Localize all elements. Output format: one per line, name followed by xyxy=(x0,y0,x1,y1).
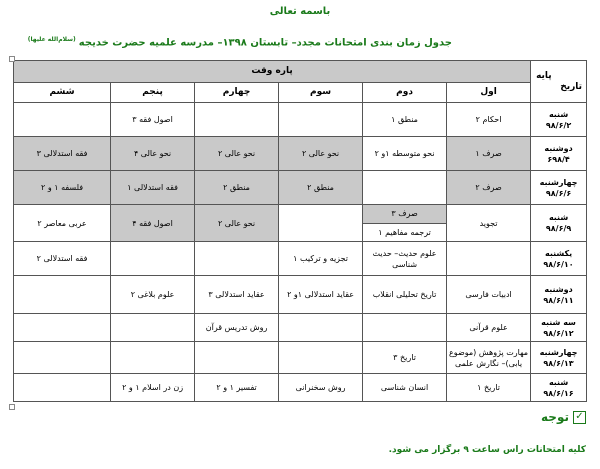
table-row xyxy=(14,314,587,342)
date-cell: چهارشنبه ۹۸/۶/۱۳ xyxy=(531,342,587,374)
header-group: پاره وقت xyxy=(14,61,531,83)
exam-cell: نحو متوسطه ۱و ۲ xyxy=(363,137,447,171)
exam-schedule-table xyxy=(13,60,587,402)
exam-cell: انسان شناسی xyxy=(363,374,447,402)
exam-cell xyxy=(111,242,195,276)
exam-cell: صرف ۲ xyxy=(447,171,531,205)
exam-cell: فقه استدلالی ۳ xyxy=(14,137,111,171)
exam-cell xyxy=(363,205,447,242)
note-heading xyxy=(446,410,586,424)
exam-cell xyxy=(14,276,111,314)
checkbox-icon: ✓ xyxy=(573,411,586,424)
exam-cell xyxy=(14,314,111,342)
exam-cell: علوم حدیث– حدیث شناسی xyxy=(363,242,447,276)
column-header: ششم xyxy=(14,83,111,103)
exam-cell: فقه استدلالی ۱ xyxy=(111,171,195,205)
table-row xyxy=(14,276,587,314)
exam-cell: تجزیه و ترکیب ۱ xyxy=(279,242,363,276)
header-base-date xyxy=(531,61,587,103)
exam-cell: صرف ۱ xyxy=(447,137,531,171)
exam-cell: مهارت پژوهش (موضوع یابی)– نگارش علمی xyxy=(447,342,531,374)
header-date: تاریخ xyxy=(560,81,583,92)
exam-cell: عقاید استدلالی ۱و ۲ xyxy=(279,276,363,314)
date-cell: سه شنبه ۹۸/۶/۱۲ xyxy=(531,314,587,342)
date-cell: دوشنبه ۶۹۸/۴ xyxy=(531,137,587,171)
header-title xyxy=(28,36,452,48)
exam-cell: نحو عالی ۲ xyxy=(195,205,279,242)
exam-cell xyxy=(195,342,279,374)
exam-cell xyxy=(279,342,363,374)
exam-cell: علوم قرآنی xyxy=(447,314,531,342)
table-row xyxy=(14,137,587,171)
table-row xyxy=(14,342,587,374)
date-cell: چهارشنبه ۹۸/۶/۶ xyxy=(531,171,587,205)
exam-cell xyxy=(14,374,111,402)
exam-subcell: ترجمه مفاهیم ۱ xyxy=(378,227,431,237)
exam-cell: عقاید استدلالی ۳ xyxy=(195,276,279,314)
exam-cell: اصول فقه ۴ xyxy=(111,205,195,242)
note-title: توجه xyxy=(541,410,569,424)
exam-cell xyxy=(363,171,447,205)
column-header: پنجم xyxy=(111,83,195,103)
table-row xyxy=(14,374,587,402)
exam-cell xyxy=(111,314,195,342)
exam-cell xyxy=(279,205,363,242)
exam-cell: فلسفه ۱ و ۲ xyxy=(14,171,111,205)
header-base: پایه xyxy=(536,70,552,81)
exam-cell: فقه استدلالی ۲ xyxy=(14,242,111,276)
exam-cell: تفسیر ۱ و ۲ xyxy=(195,374,279,402)
header-title-sup: (سلام‌الله علیها) xyxy=(27,36,76,43)
exam-cell: تاریخ ۱ xyxy=(447,374,531,402)
table-row xyxy=(14,171,587,205)
header-title-text: جدول زمان بندی امتحانات مجدد– تابستان ۱۳۹۸– مدرسه علمیه حضرت خدیجه xyxy=(78,37,452,49)
exam-cell: نحو عالی ۲ xyxy=(195,137,279,171)
exam-cell: روش تدریس قرآن xyxy=(195,314,279,342)
exam-cell: تجوید xyxy=(447,205,531,242)
exam-cell xyxy=(363,314,447,342)
exam-cell: تاریخ ۳ xyxy=(363,342,447,374)
date-cell: دوشنبه ۹۸/۶/۱۱ xyxy=(531,276,587,314)
exam-cell: اصول فقه ۳ xyxy=(111,103,195,137)
date-cell: یکشنبه ۹۸/۶/۱۰ xyxy=(531,242,587,276)
exam-cell xyxy=(111,342,195,374)
exam-cell xyxy=(14,103,111,137)
column-header: سوم xyxy=(279,83,363,103)
exam-cell: روش سخنرانی xyxy=(279,374,363,402)
exam-cell xyxy=(14,342,111,374)
exam-cell xyxy=(195,103,279,137)
date-cell: شنبه ۹۸/۶/۹ xyxy=(531,205,587,242)
exam-cell: ادبیات فارسی xyxy=(447,276,531,314)
exam-cell xyxy=(447,242,531,276)
exam-cell: نحو عالی ۴ xyxy=(111,137,195,171)
exam-cell: عربی معاصر ۲ xyxy=(14,205,111,242)
exam-cell xyxy=(195,242,279,276)
column-header: دوم xyxy=(363,83,447,103)
date-cell: شنبه ۹۸/۶/۲ xyxy=(531,103,587,137)
exam-cell xyxy=(279,103,363,137)
exam-schedule-table-wrap xyxy=(13,60,586,402)
exam-cell: زن در اسلام ۱ و ۲ xyxy=(111,374,195,402)
note-text: کلیه امتحانات راس ساعت ۹ برگزار می شود. xyxy=(388,445,586,455)
exam-cell: نحو عالی ۲ xyxy=(279,137,363,171)
exam-cell: منطق ۱ xyxy=(363,103,447,137)
table-row xyxy=(14,205,587,242)
column-header: چهارم xyxy=(195,83,279,103)
column-header: اول xyxy=(447,83,531,103)
table-resize-handle-bottom[interactable] xyxy=(9,404,15,410)
exam-cell: تاریخ تحلیلی انقلاب xyxy=(363,276,447,314)
header-bismillah: باسمه تعالی xyxy=(269,6,331,17)
table-row xyxy=(14,103,587,137)
date-cell: شنبه ۹۸/۶/۱۶ xyxy=(531,374,587,402)
exam-cell: منطق ۲ xyxy=(279,171,363,205)
table-move-handle-top[interactable] xyxy=(9,56,15,62)
exam-subcell: صرف ۳ xyxy=(363,205,446,224)
exam-cell: احکام ۲ xyxy=(447,103,531,137)
exam-cell: علوم بلاغی ۲ xyxy=(111,276,195,314)
exam-cell xyxy=(279,314,363,342)
table-row xyxy=(14,242,587,276)
exam-cell: منطق ۲ xyxy=(195,171,279,205)
